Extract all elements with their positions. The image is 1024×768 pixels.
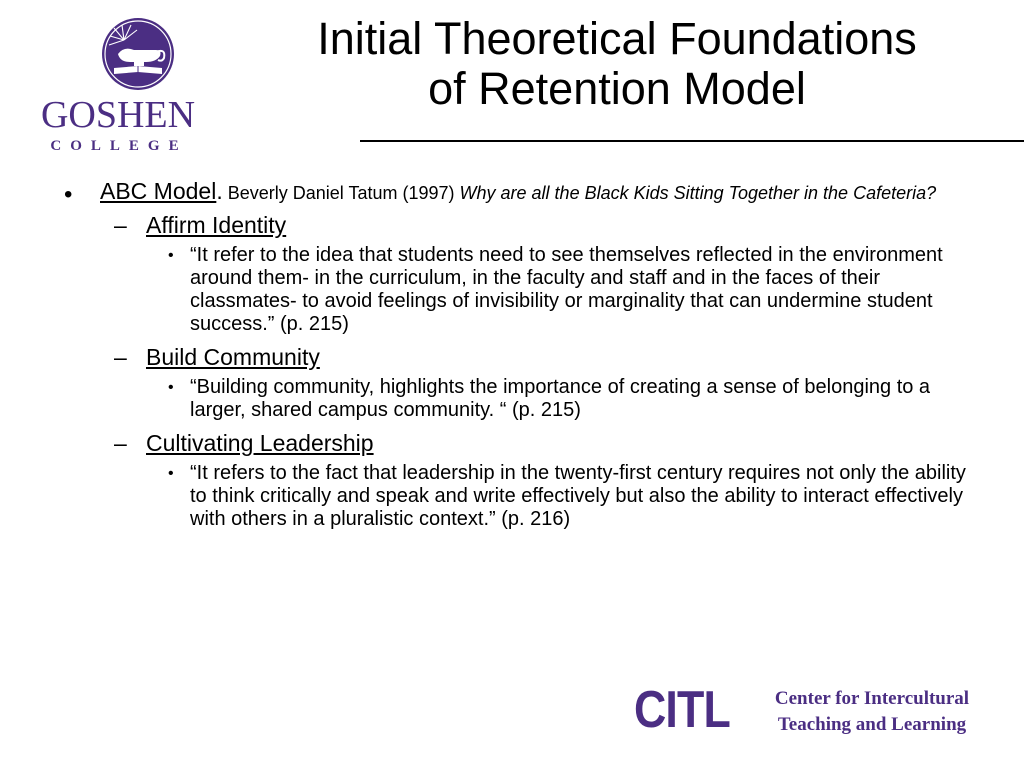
- logo-subtext: COLLEGE: [50, 138, 188, 154]
- title-underline-rule: [360, 140, 1024, 142]
- slide-title-line1: Initial Theoretical Foundations: [317, 13, 917, 64]
- main-heading-period: .: [216, 178, 223, 204]
- dash-marker: –: [114, 344, 127, 370]
- slide-title: [232, 14, 1002, 114]
- bullet-dot: •: [168, 465, 174, 482]
- goshen-college-logo: [22, 10, 214, 154]
- quote-affirm-identity: [58, 244, 970, 336]
- bullet-dot: •: [168, 247, 174, 264]
- dash-marker: –: [114, 430, 127, 456]
- sub-heading: Affirm Identity: [146, 212, 287, 238]
- quote-text: “It refers to the fact that leadership in the twenty-first century requires not only the ability to think critically and speak and write effectively but also the ability to interact effectively with others in a pluralistic context.” (p. 216): [190, 462, 966, 530]
- quote-text: “Building community, highlights the importance of creating a sense of belonging to a larger, shared campus community. “ (p. 215): [190, 376, 931, 421]
- citl-acronym: CITL: [634, 681, 730, 739]
- quote-build-community: [58, 376, 970, 422]
- citl-name-line1: Center for Intercultural: [774, 688, 970, 709]
- lamp-book-seal-icon: [100, 16, 176, 92]
- bullet-dot: •: [168, 379, 174, 396]
- citl-full-name: [752, 686, 992, 738]
- bullet-dot: •: [64, 181, 73, 208]
- sub-bullet-build-community: [58, 344, 978, 370]
- dash-marker: –: [114, 212, 127, 238]
- quote-cultivating-leadership: [58, 462, 970, 531]
- slide-body: [58, 180, 978, 531]
- citation-author: Beverly Daniel Tatum (1997): [227, 183, 455, 203]
- citation-title: Why are all the Black Kids Sitting Together in the Cafeteria?: [459, 183, 937, 203]
- quote-text: “It refer to the idea that students need to see themselves reflected in the environment around them- in the curriculum, in the faculty and staff and in the faces of their classmates- to avoid feelings of invisibility or marginality that can undermine student success.” (p. 215): [190, 244, 943, 335]
- sub-bullet-affirm-identity: [58, 212, 978, 238]
- slide-title-line2: of Retention Model: [428, 63, 806, 114]
- citl-name-line2: Teaching and Learning: [777, 714, 967, 735]
- sub-heading: Build Community: [146, 344, 320, 370]
- main-bullet: [58, 178, 978, 208]
- main-heading: ABC Model: [100, 178, 217, 204]
- sub-heading: Cultivating Leadership: [146, 430, 374, 456]
- sub-bullet-cultivating-leadership: [58, 430, 978, 456]
- logo-wordmark: GOSHEN: [40, 94, 196, 136]
